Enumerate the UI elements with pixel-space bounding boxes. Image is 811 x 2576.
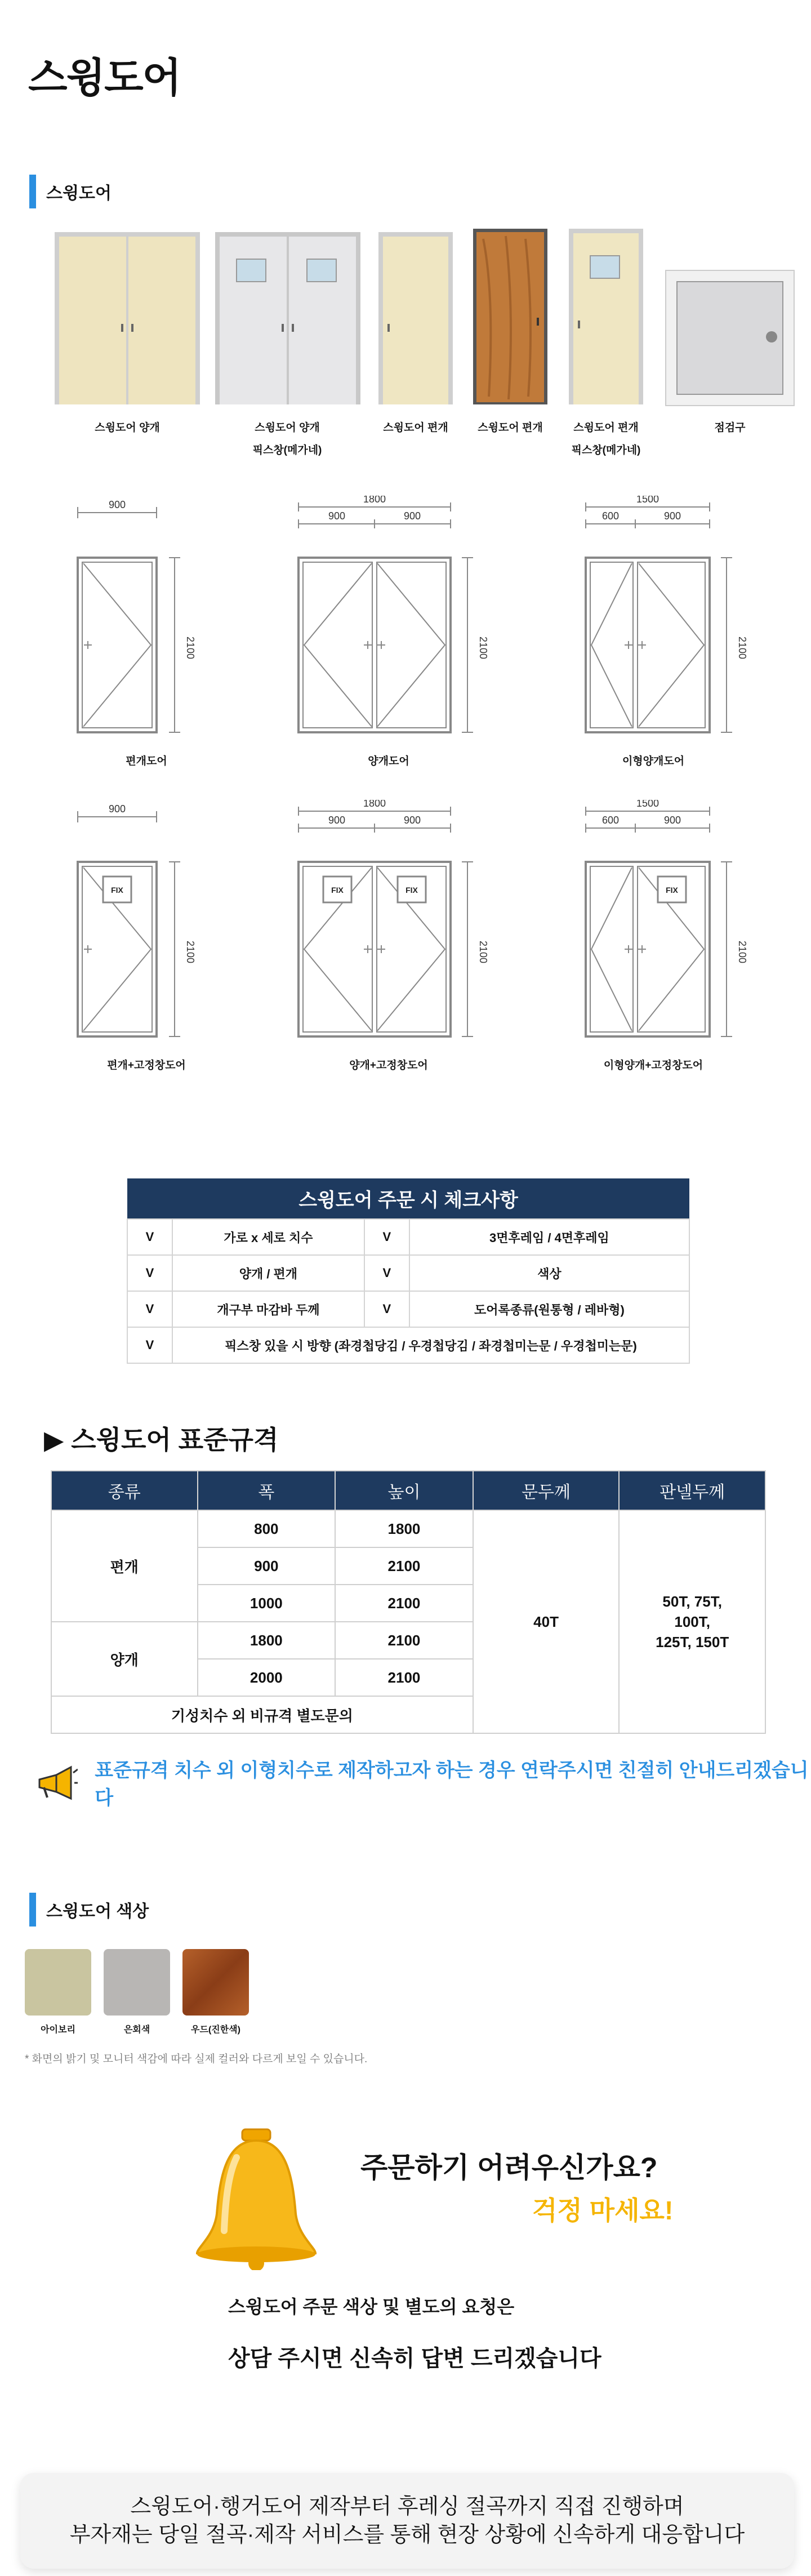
height-cell: 2100 [335,1547,473,1585]
standard-spec-table [51,1470,766,1734]
section-title: 스윙도어 색상 [46,1902,149,1921]
diagram-double-door-fix [287,800,513,1048]
nonstandard-note-cell: 기성치수 외 비규격 별도문의 [51,1696,473,1733]
diagram-caption: 편개+고정창도어 [107,1060,186,1071]
diagram-caption: 편개도어 [126,755,167,767]
service-line: 스윙도어·행거도어 제작부터 후레싱 절곡까지 직접 진행하며 [130,2495,684,2519]
service-line: 부자재는 당일 절곡·제작 서비스를 통해 현장 상황에 신속하게 대응합니다 [69,2523,745,2547]
door-caption: 스윙도어 편개 [383,422,448,434]
checklist-row [127,1219,689,1255]
page-title: 스윙도어 [28,56,181,101]
standard-spec-title: ▶ 스윙도어 표준규격 [44,1425,279,1454]
checklist-item: 개구부 마감바 두께 [172,1291,364,1327]
checklist-item: 3면후레임 / 4면후레임 [409,1219,689,1255]
dimension-width-label: 900 [108,803,126,815]
checklist-title: 스윙도어 주문 시 체크사항 [127,1178,689,1219]
panel-thickness-cell: 50T, 75T, 100T, 125T, 150T [619,1510,765,1733]
diagram-caption: 양개도어 [368,755,409,767]
check-mark: V [127,1255,172,1291]
swatch-label: 은회색 [123,2025,150,2035]
checklist-item: 양개 / 편개 [172,1255,364,1291]
dimension-width-label: 900 [108,499,126,510]
diagram-double-door [287,496,513,744]
checklist-item: 가로 x 세로 치수 [172,1219,364,1255]
diagram-caption: 이형양개+고정창도어 [603,1060,703,1071]
fix-label: FIX [111,886,123,895]
dimension-width-label: 900 [328,815,346,826]
check-mark: V [364,1255,409,1291]
checklist-row [127,1327,689,1363]
door-photo-double-window [214,231,362,406]
width-cell: 800 [198,1510,336,1547]
dimension-width-label: 600 [601,815,620,826]
door-caption: 스윙도어 편개 [478,422,543,434]
diagram-asymmetric-double-door [574,496,800,744]
type-cell: 편개 [51,1510,198,1622]
dimension-total-label: 1500 [636,800,660,809]
door-photo-single-wood [472,228,549,406]
checklist-item: 도어록종류(원통형 / 레바형) [409,1291,689,1327]
section-title: 스윙도어 [46,184,112,203]
column-header: 판넬두께 [619,1471,765,1510]
diagram-asymmetric-double-door-fix [574,800,800,1048]
table-row [51,1510,765,1547]
dimension-width-label: 600 [601,510,620,522]
check-mark: V [127,1327,172,1363]
order-reply-line: 상담 주시면 신속히 답변 드리겠습니다 [228,2346,601,2371]
color-swatch-ivory [25,1949,91,2016]
dimension-height-label: 2100 [185,636,196,660]
door-photo-single-window [568,228,644,406]
door-thickness-cell: 40T [473,1510,620,1733]
column-header: 종류 [51,1471,198,1510]
height-cell: 2100 [335,1659,473,1696]
column-header: 문두께 [473,1471,620,1510]
dimension-height-label: 2100 [185,940,196,964]
order-checklist-table [127,1178,690,1364]
order-help-answer: 걱정 마세요! [532,2196,674,2225]
dimension-total-label: 1500 [636,496,660,505]
dimension-total-label: 1800 [363,496,386,505]
door-caption: 점검구 [714,422,746,434]
color-swatch-wood [182,1949,249,2016]
check-mark: V [364,1219,409,1255]
door-photo-double [54,231,201,406]
table-header-row [51,1471,765,1510]
door-caption: 스윙도어 편개 픽스창(메가네) [571,422,641,456]
check-mark: V [127,1219,172,1255]
section-header-swing-door [29,175,112,208]
diagram-caption: 이형양개도어 [622,755,685,767]
section-accent-bar [29,175,36,208]
check-mark: V [127,1291,172,1327]
color-disclaimer: * 화면의 밝기 및 모니터 색감에 따라 실제 컬러와 다르게 보일 수 있습니다. [25,2053,368,2065]
check-mark: V [364,1291,409,1327]
fix-label: FIX [406,886,418,895]
checklist-item: 색상 [409,1255,689,1291]
height-cell: 1800 [335,1510,473,1547]
diagram-single-door [68,496,237,744]
megaphone-icon [34,1763,78,1802]
fix-label: FIX [666,886,678,895]
swatch-label: 우드(진한색) [191,2025,240,2035]
checklist-row [127,1255,689,1291]
dimension-width-label: 900 [328,510,346,522]
order-help-question: 주문하기 어려우신가요? [360,2152,658,2183]
dimension-width-label: 900 [663,815,681,826]
dimension-width-label: 900 [663,510,681,522]
order-request-line: 스윙도어 주문 색상 및 별도의 요청은 [228,2297,515,2317]
checklist-row [127,1291,689,1327]
diagram-single-door-fix [68,800,237,1048]
width-cell: 1800 [198,1622,336,1659]
service-summary-box [20,2473,794,2569]
diagram-caption: 양개+고정창도어 [349,1060,428,1071]
access-panel-photo [665,269,795,407]
column-header: 높이 [335,1471,473,1510]
door-caption: 스윙도어 양개 [95,422,160,434]
dimension-height-label: 2100 [478,940,489,964]
width-cell: 900 [198,1547,336,1585]
notice-text: 표준규격 치수 외 이형치수로 제작하고자 하는 경우 연락주시면 친절히 안내드리겠습니다 [95,1760,809,1809]
type-cell: 양개 [51,1622,198,1696]
section-header-colors [29,1893,149,1927]
dimension-height-label: 2100 [737,636,748,660]
checklist-item: 픽스창 있을 시 방향 (좌경첩당김 / 우경첩당김 / 좌경첩미는문 / 우경첩미는문) [172,1327,689,1363]
dimension-total-label: 1800 [363,800,386,809]
dimension-height-label: 2100 [478,636,489,660]
height-cell: 2100 [335,1622,473,1659]
door-caption: 스윙도어 양개 픽스창(메가네) [252,422,322,456]
column-header: 폭 [198,1471,336,1510]
dimension-width-label: 900 [403,815,421,826]
section-accent-bar [29,1893,36,1927]
width-cell: 2000 [198,1659,336,1696]
door-photo-single [377,231,454,406]
fix-label: FIX [331,886,344,895]
width-cell: 1000 [198,1585,336,1622]
custom-size-notice [34,1755,811,1810]
height-cell: 2100 [335,1585,473,1622]
color-swatch-silver [104,1949,170,2016]
dimension-height-label: 2100 [737,940,748,964]
dimension-width-label: 900 [403,510,421,522]
bell-icon [186,2124,327,2270]
swatch-label: 아이보리 [41,2025,75,2035]
